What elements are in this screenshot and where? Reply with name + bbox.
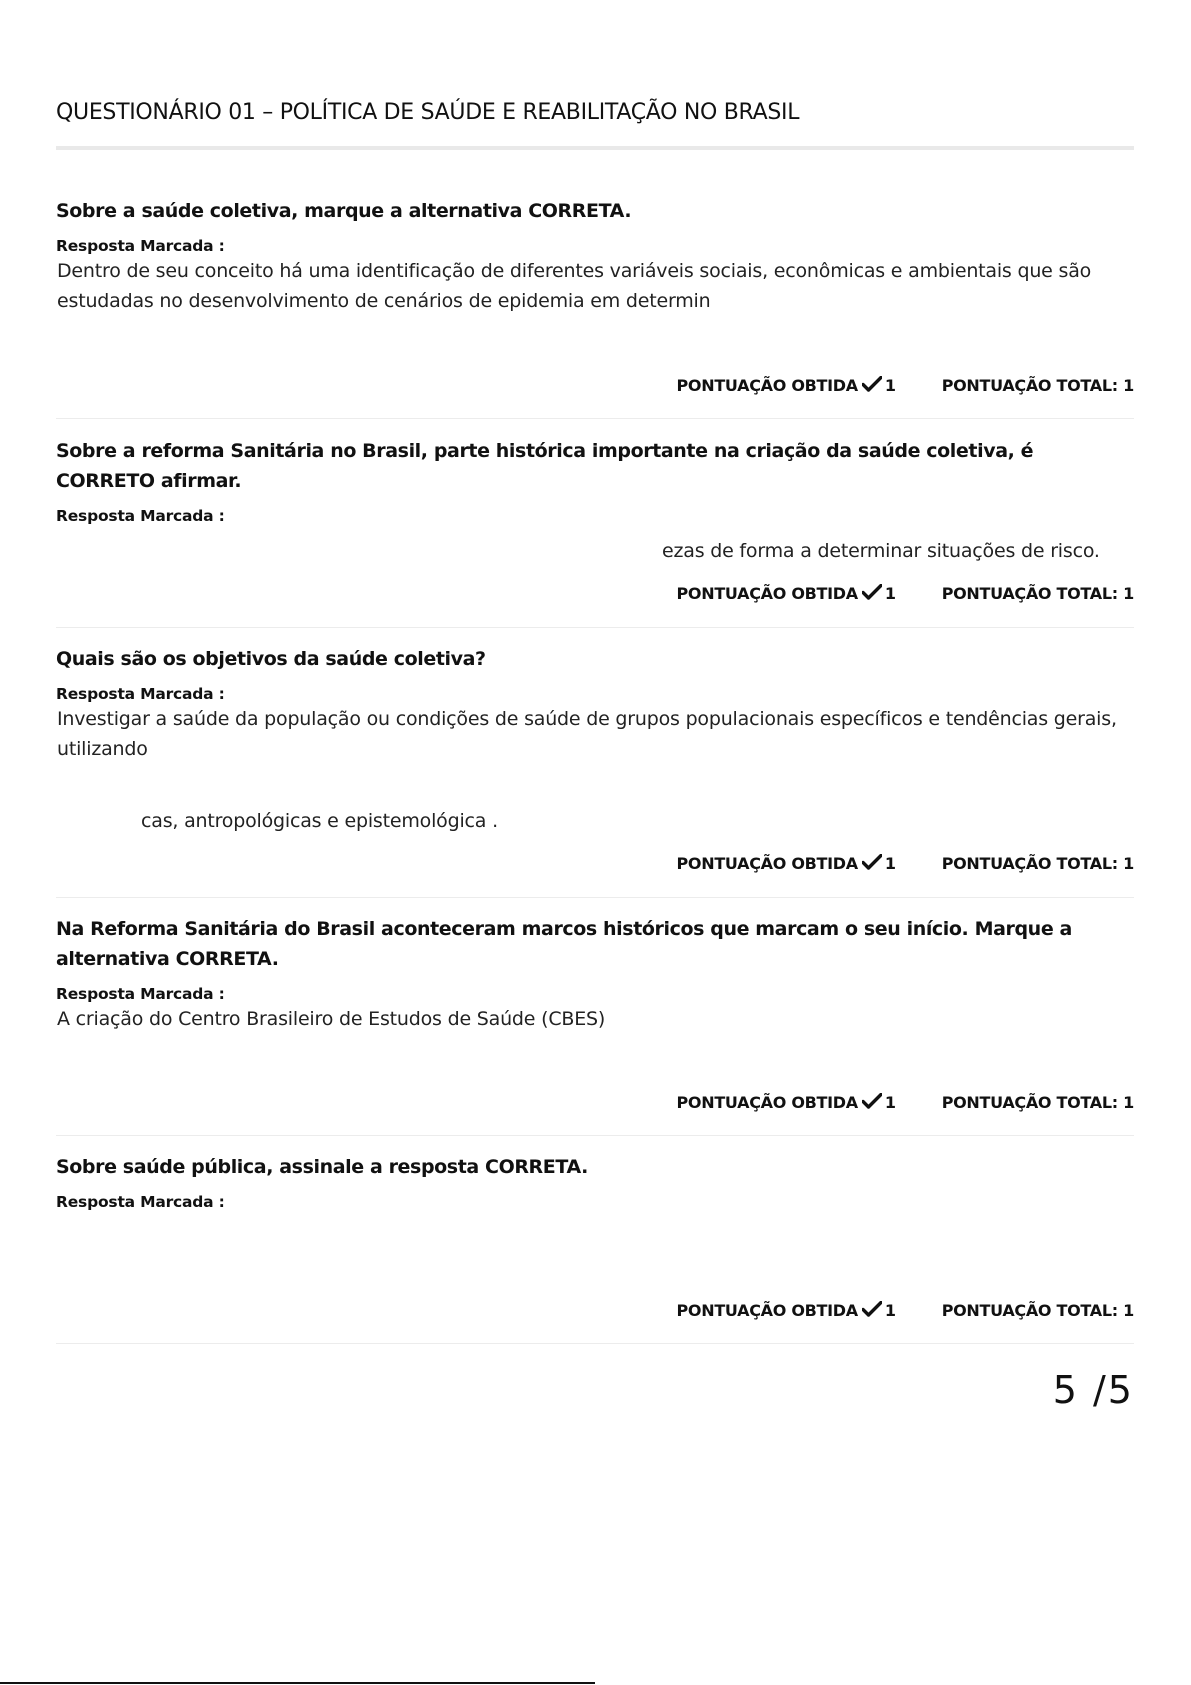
answer-text-fragment: cas, antropológicas e epistemológica . [141,810,498,832]
answer-label: Resposta Marcada : [56,237,225,255]
page-title: QUESTIONÁRIO 01 – POLÍTICA DE SAÚDE E REABILITAÇÃO NO BRASIL [56,100,800,125]
score-obtained [677,376,896,395]
score-total-label: PONTUAÇÃO TOTAL: [941,854,1118,873]
score-obtained-label: PONTUAÇÃO OBTIDA [676,854,858,873]
score-obtained-value: 1 [884,1093,896,1112]
score-total-value: 1 [1123,376,1134,395]
score-total-label: PONTUAÇÃO TOTAL: [941,1093,1118,1112]
check-icon [862,1301,882,1317]
score-obtained-label: PONTUAÇÃO OBTIDA [676,1301,858,1320]
score-total [942,376,1134,395]
score-row [677,1301,1135,1320]
score-obtained [677,854,896,873]
question-block [56,196,1134,316]
answer-line: Dentro de seu conceito há uma identificação de diferentes variáveis sociais, econômicas e ambientais que são [57,260,1092,282]
score-total-value: 1 [1123,1301,1134,1320]
score-total-label: PONTUAÇÃO TOTAL: [941,1301,1118,1320]
score-total [942,1301,1134,1320]
score-row [677,376,1135,395]
check-icon [862,376,882,392]
question-text: Sobre a saúde coletiva, marque a alternativa CORRETA. [56,200,632,222]
answer-text [57,1004,1134,1034]
score-obtained-label: PONTUAÇÃO OBTIDA [676,376,858,395]
question-block [56,436,1134,562]
answer-label: Resposta Marcada : [56,507,225,525]
score-obtained-value: 1 [884,376,896,395]
score-total [942,1093,1134,1112]
score-obtained-value: 1 [884,584,896,603]
answer-line: Investigar a saúde da população ou condições de saúde de grupos populacionais específicos e tendências gerais, [57,708,1117,730]
answer-label: Resposta Marcada : [56,685,225,703]
question-text: Sobre a reforma Sanitária no Brasil, parte histórica importante na criação da saúde coletiva, é CORRETO afirmar. [56,440,1034,492]
check-icon [862,854,882,870]
score-row [677,584,1135,603]
score-total-label: PONTUAÇÃO TOTAL: [941,376,1118,395]
answer-label: Resposta Marcada : [56,985,225,1003]
score-obtained [677,584,896,603]
question-text: Na Reforma Sanitária do Brasil aconteceram marcos históricos que marcam o seu início. Marque a alternativa CORRETA. [56,918,1072,970]
answer-text [57,256,1134,316]
question-divider [56,897,1134,898]
score-obtained-label: PONTUAÇÃO OBTIDA [676,584,858,603]
answer-label: Resposta Marcada : [56,1193,225,1211]
score-total-value: 1 [1123,584,1134,603]
score-obtained [677,1301,896,1320]
answer-line: A criação do Centro Brasileiro de Estudos de Saúde (CBES) [57,1008,606,1030]
final-score: 5 /5 [1052,1368,1134,1412]
answer-line: utilizando [57,738,148,760]
score-total [942,854,1134,873]
question-block [56,1152,1134,1212]
question-text: Sobre saúde pública, assinale a resposta CORRETA. [56,1156,588,1178]
check-icon [862,584,882,600]
question-divider [56,418,1134,419]
answer-text: ezas de forma a determinar situações de risco. [662,540,1100,562]
score-row [677,854,1135,873]
check-icon [862,1093,882,1109]
question-divider [56,1135,1134,1136]
score-total-value: 1 [1123,854,1134,873]
score-obtained [677,1093,896,1112]
answer-line: estudadas no desenvolvimento de cenários de epidemia em determin [57,290,711,312]
score-obtained-value: 1 [884,1301,896,1320]
score-obtained-label: PONTUAÇÃO OBTIDA [676,1093,858,1112]
question-text: Quais são os objetivos da saúde coletiva? [56,648,486,670]
score-total-label: PONTUAÇÃO TOTAL: [941,584,1118,603]
question-block [56,914,1134,1034]
question-divider [56,1343,1134,1344]
title-divider [56,146,1134,150]
answer-text [57,704,1134,764]
score-total [942,584,1134,603]
footer-rule [0,1682,595,1684]
score-row [677,1093,1135,1112]
question-block [56,644,1134,832]
score-total-value: 1 [1123,1093,1134,1112]
question-divider [56,627,1134,628]
score-obtained-value: 1 [884,854,896,873]
